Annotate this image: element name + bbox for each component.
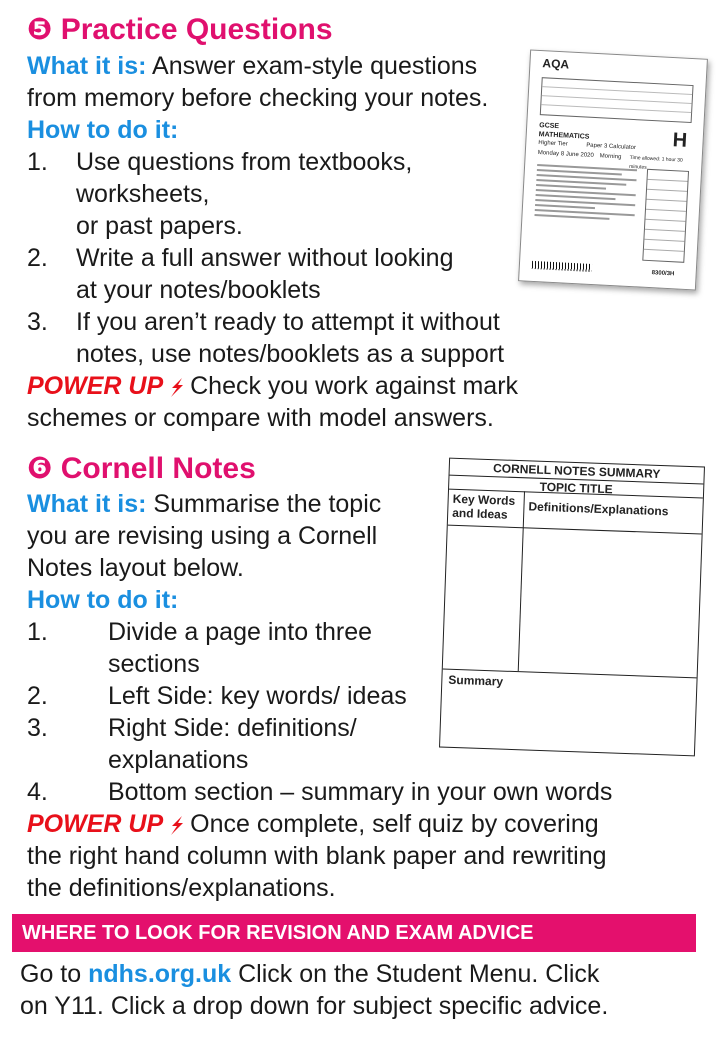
section6-what-label: What it is: bbox=[27, 490, 147, 518]
exam-paper-name: Paper 3 Calculator bbox=[586, 142, 637, 152]
exam-instructions bbox=[534, 161, 637, 224]
lightning-bolt-icon bbox=[166, 376, 188, 398]
exam-session: Morning bbox=[599, 153, 622, 161]
step-text: Use questions from textbooks, bbox=[76, 148, 413, 176]
step-text: Write a full answer without looking bbox=[76, 244, 454, 272]
step-number: 1. bbox=[27, 148, 48, 176]
revision-advice-banner: WHERE TO LOOK FOR REVISION AND EXAM ADVICE bbox=[12, 914, 696, 952]
section6-what-line2: you are revising using a Cornell bbox=[27, 522, 378, 550]
section6-power-line1 bbox=[27, 808, 599, 840]
power-up-label: POWER UP bbox=[27, 372, 164, 400]
step-text: If you aren’t ready to attempt it without bbox=[76, 308, 500, 336]
step-text: sections bbox=[108, 650, 200, 678]
exam-tier: Higher Tier bbox=[538, 140, 568, 148]
ndhs-link[interactable]: ndhs.org.uk bbox=[88, 960, 232, 988]
section5-power-line2: schemes or compare with model answers. bbox=[27, 404, 494, 432]
step-text: worksheets, bbox=[76, 180, 210, 208]
examiner-grid bbox=[642, 169, 689, 263]
section5-power-text: Check you work against mark bbox=[190, 372, 519, 400]
section6-title: Cornell Notes bbox=[60, 452, 256, 485]
step-number: 2. bbox=[27, 244, 48, 272]
step-number: 3. bbox=[27, 714, 48, 742]
section6-power-line3: the definitions/explanations. bbox=[27, 874, 336, 902]
aqa-logo: AQA bbox=[542, 56, 570, 72]
step-text: notes, use notes/booklets as a support bbox=[76, 340, 505, 368]
step-text: explanations bbox=[108, 746, 249, 774]
section5-power-line1 bbox=[27, 370, 518, 402]
section5-heading bbox=[27, 12, 333, 48]
step-text: Bottom section – summary in your own words bbox=[108, 778, 613, 806]
barcode bbox=[532, 261, 592, 272]
footer-go-to: Go to bbox=[20, 960, 82, 988]
section5-title: Practice Questions bbox=[60, 13, 333, 46]
exam-subject: MATHEMATICS bbox=[538, 131, 590, 141]
exam-paper-illustration bbox=[518, 50, 708, 291]
section6-what-line3: Notes layout below. bbox=[27, 554, 244, 582]
cornell-topic-title: TOPIC TITLE bbox=[539, 479, 613, 497]
section6-what-line1 bbox=[27, 488, 381, 520]
step-text: Right Side: definitions/ bbox=[108, 714, 357, 742]
footer-line1-rest: Click on the Student Menu. Click bbox=[238, 960, 600, 988]
section5-what-line1 bbox=[27, 50, 477, 82]
exam-code: 8300/3H bbox=[651, 270, 675, 278]
cornell-header-divider bbox=[448, 525, 702, 535]
section6-power-text: Once complete, self quiz by covering bbox=[190, 810, 599, 838]
section5-what-text: Answer exam-style questions bbox=[152, 52, 478, 80]
step-number: 1. bbox=[27, 618, 48, 646]
exam-level: GCSE bbox=[539, 122, 560, 131]
step-number: 2. bbox=[27, 682, 48, 710]
step-text: Left Side: key words/ ideas bbox=[108, 682, 407, 710]
section5-what-label: What it is: bbox=[27, 52, 147, 80]
section5-what-line2: from memory before checking your notes. bbox=[27, 84, 489, 112]
cornell-heading: CORNELL NOTES SUMMARY bbox=[450, 459, 704, 485]
cornell-notes-illustration bbox=[439, 458, 705, 757]
footer-line1 bbox=[20, 958, 599, 990]
cornell-column-divider bbox=[518, 491, 525, 671]
exam-time: Time allowed: 1 hour 30 minutes bbox=[629, 154, 683, 171]
section5-how-label: How to do it: bbox=[27, 116, 179, 144]
candidate-box bbox=[540, 77, 694, 123]
section6-power-line2: the right hand column with blank paper and rewriting bbox=[27, 842, 607, 870]
power-up-label: POWER UP bbox=[27, 810, 164, 838]
step-number: 3. bbox=[27, 308, 48, 336]
section6-heading bbox=[27, 451, 256, 487]
number-5-icon: ❺ bbox=[27, 13, 53, 46]
lightning-bolt-icon bbox=[166, 814, 188, 836]
section6-what-text: Summarise the topic bbox=[153, 490, 382, 518]
cornell-right-header: Definitions/Explanations bbox=[528, 499, 669, 519]
cornell-left-header: Key Words and Ideas bbox=[451, 491, 516, 522]
step-text: or past papers. bbox=[76, 212, 243, 240]
number-6-icon: ❻ bbox=[27, 452, 53, 485]
section6-how-label: How to do it: bbox=[27, 586, 179, 614]
step-text: Divide a page into three bbox=[108, 618, 373, 646]
exam-date: Monday 8 June 2020 bbox=[537, 150, 594, 159]
exam-grade-letter: H bbox=[672, 129, 688, 152]
cornell-summary-label: Summary bbox=[448, 672, 504, 689]
step-number: 4. bbox=[27, 778, 48, 806]
step-text: at your notes/booklets bbox=[76, 276, 321, 304]
footer-line2: on Y11. Click a drop down for subject specific advice. bbox=[20, 992, 609, 1020]
